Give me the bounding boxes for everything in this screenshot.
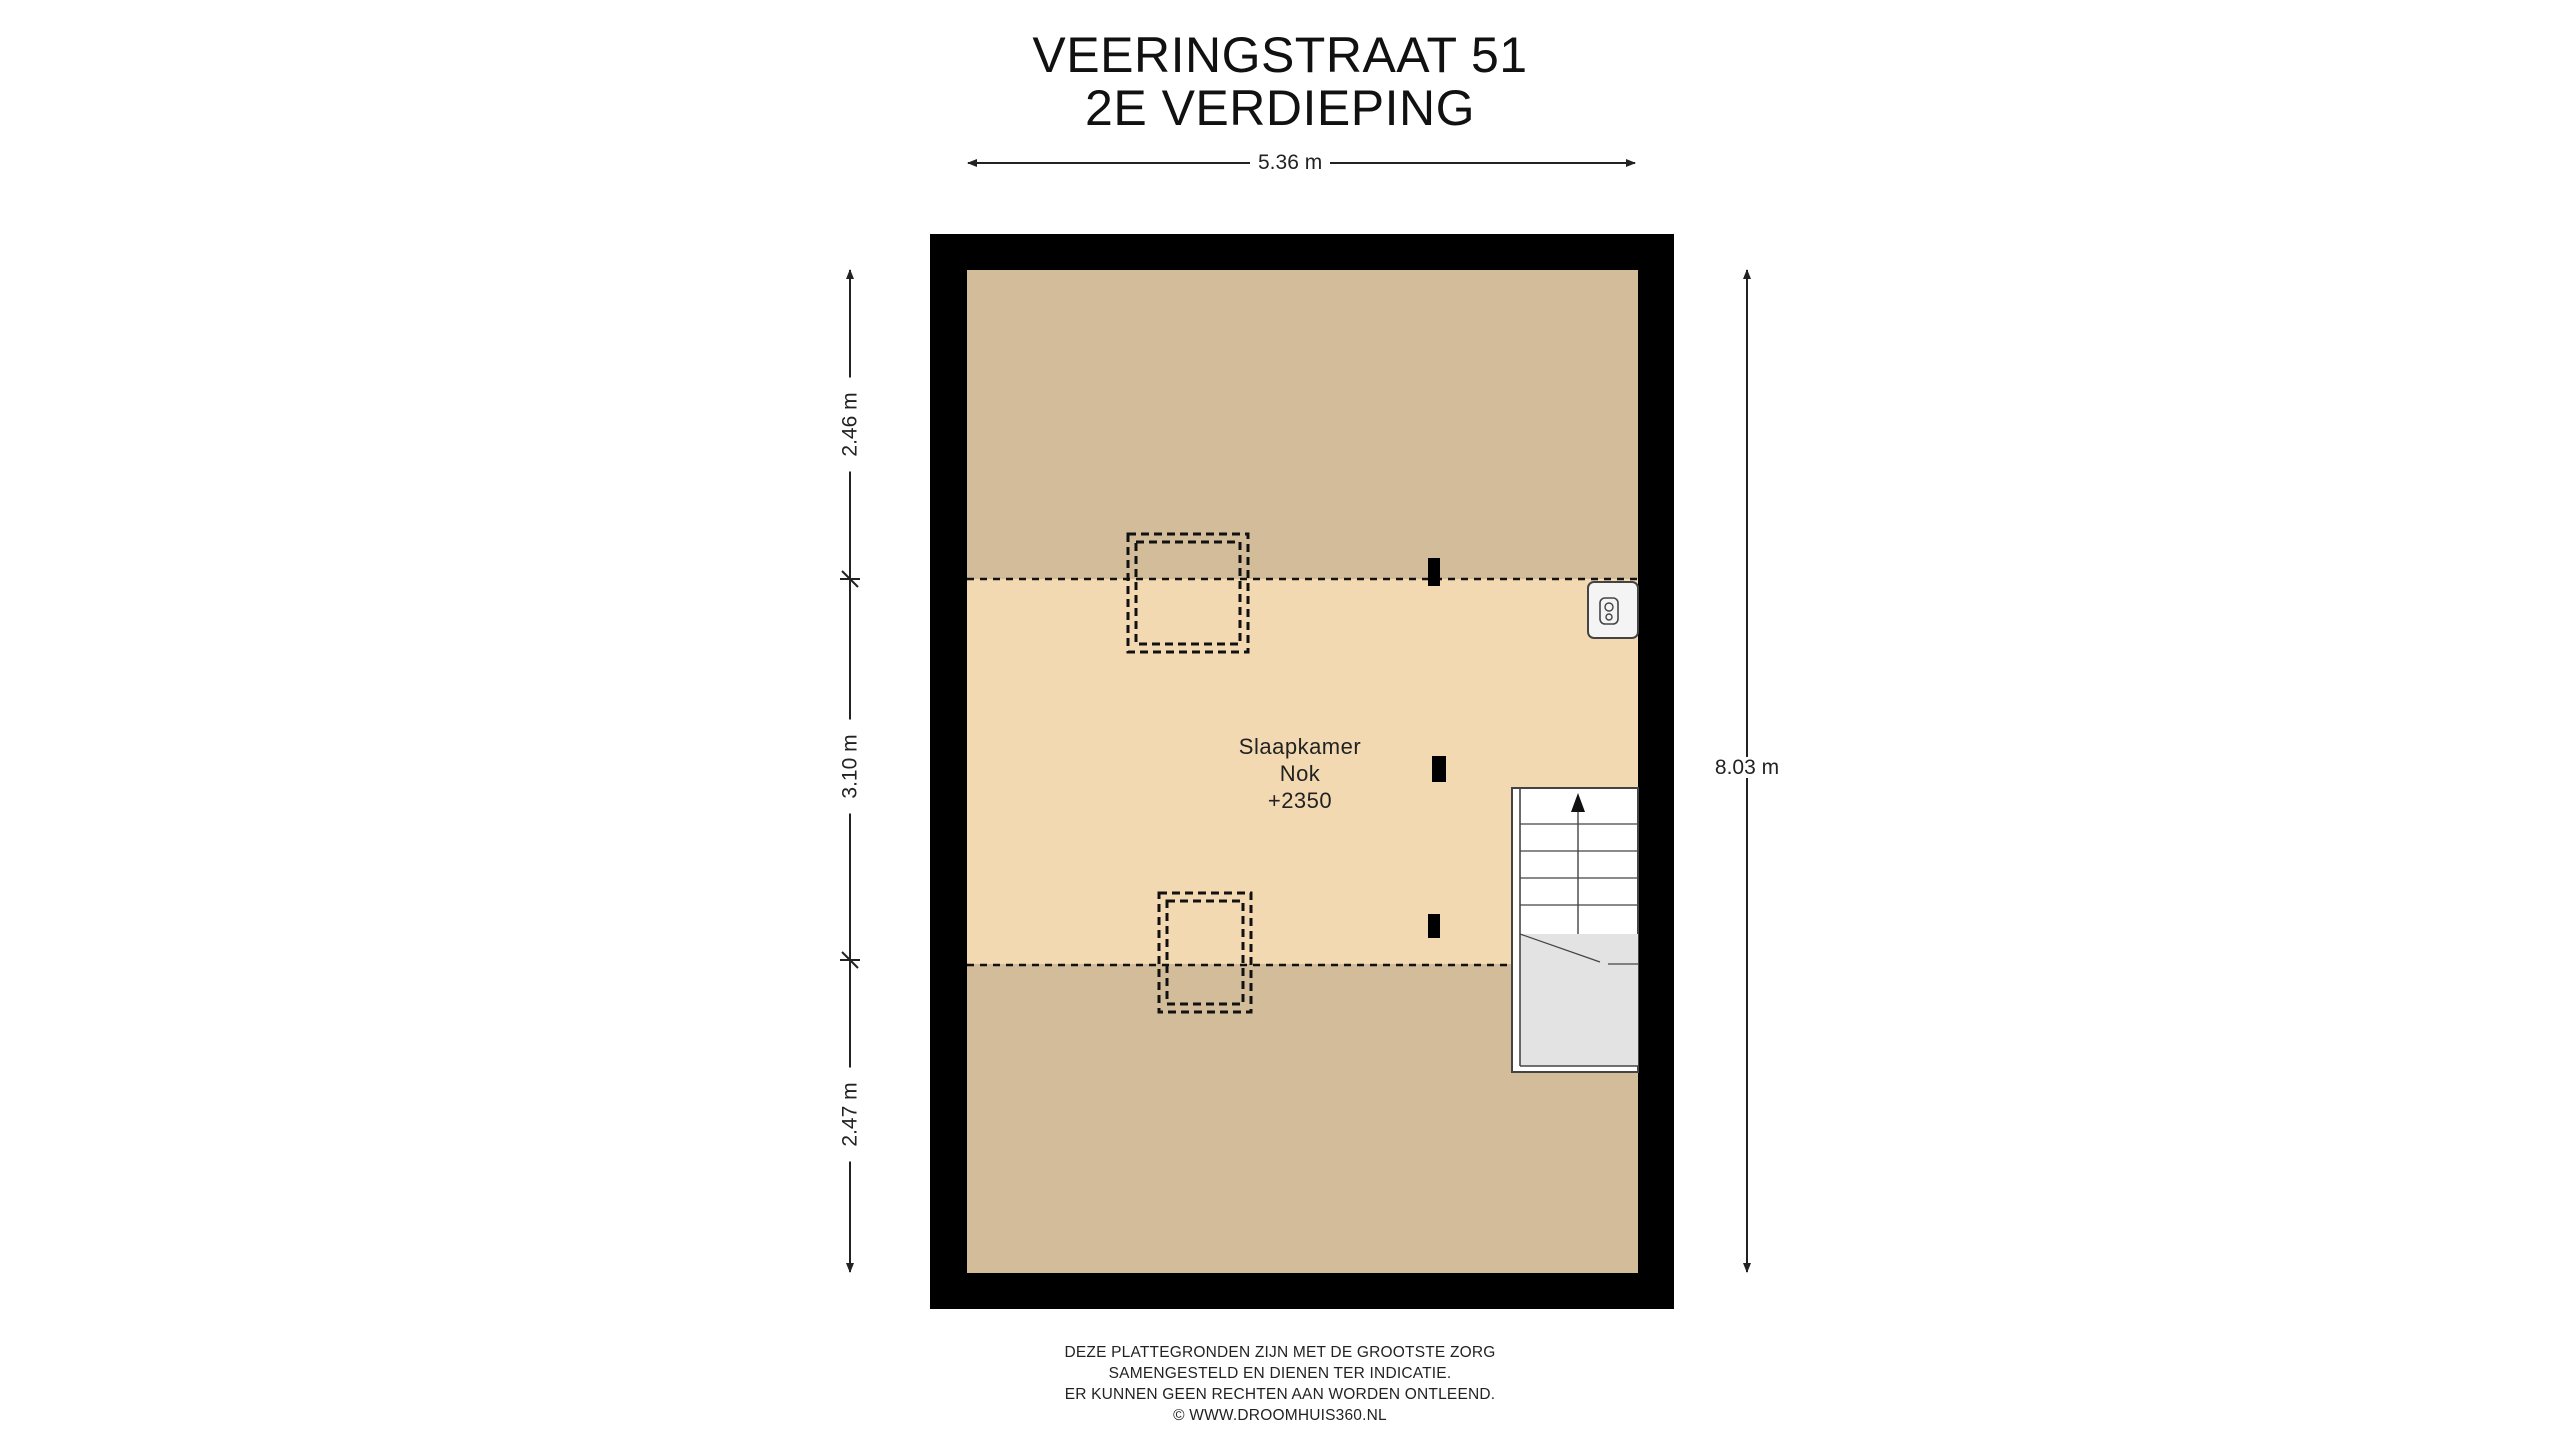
staircase — [1512, 788, 1638, 1072]
floor-subtitle: 2E VERDIEPING — [1085, 80, 1475, 136]
sloped-zone-top — [967, 270, 1638, 579]
disclaimer-line-3: ER KUNNEN GEEN RECHTEN AAN WORDEN ONTLEEND. — [1064, 1386, 1496, 1403]
disclaimer-line-2: SAMENGESTELD EN DIENEN TER INDICATIE. — [1108, 1365, 1452, 1382]
roof-post-3 — [1428, 914, 1440, 938]
disclaimer-line-1: DEZE PLATTEGRONDEN ZIJN MET DE GROOTSTE ZORG — [1064, 1344, 1496, 1361]
ridge-label: Nok — [1279, 761, 1321, 786]
width-dimension-label: 5.36 m — [1250, 152, 1330, 173]
boiler-icon — [1588, 582, 1638, 638]
room-name: Slaapkamer — [1238, 734, 1362, 759]
segment-middle-label: 3.10 m — [840, 720, 861, 814]
plan-title: VEERINGSTRAAT 51 — [1032, 27, 1528, 83]
ridge-height: +2350 — [1267, 788, 1333, 813]
roof-post-1 — [1428, 558, 1440, 586]
segment-bottom-label: 2.47 m — [840, 1068, 861, 1162]
height-dimension-label: 8.03 m — [1700, 757, 1794, 778]
segment-top-label: 2.46 m — [840, 378, 861, 472]
copyright-line: © WWW.DROOMHUIS360.NL — [1173, 1407, 1387, 1424]
